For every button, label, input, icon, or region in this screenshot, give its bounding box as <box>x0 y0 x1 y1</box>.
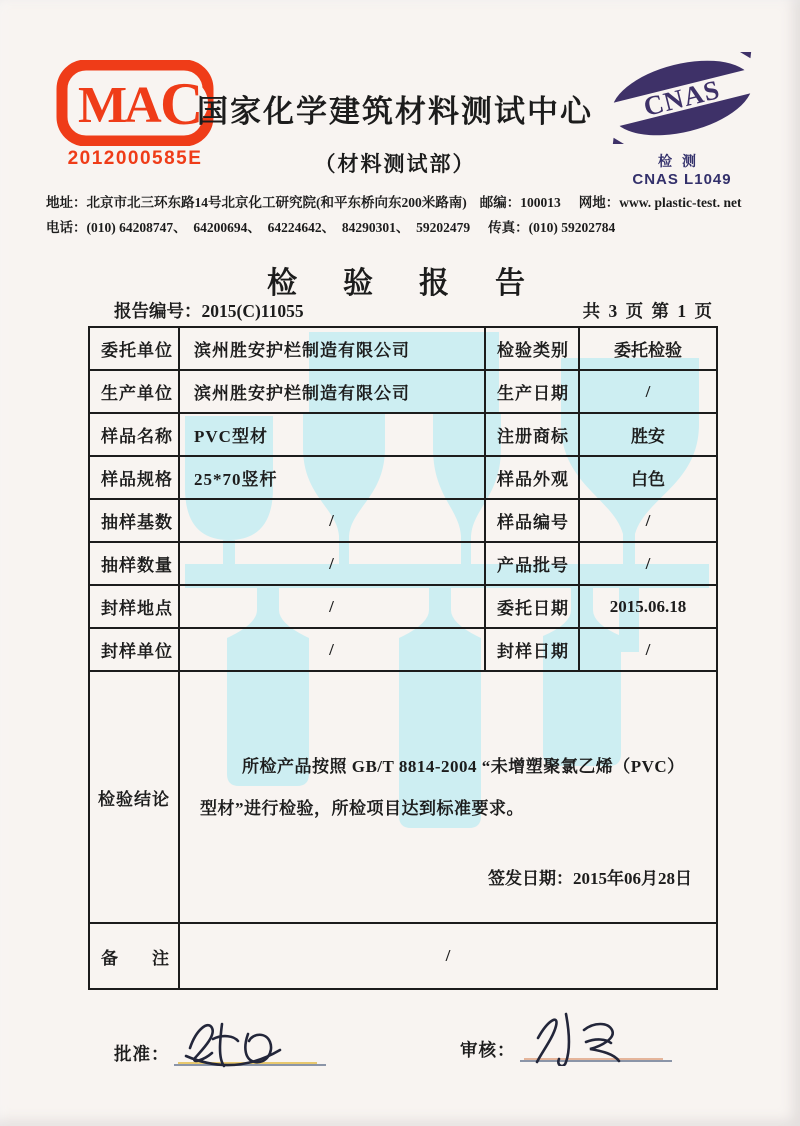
conclusion-cell <box>180 672 716 924</box>
conclusion-label: 检验结论 <box>90 672 180 924</box>
fax-value: (010) 59202784 <box>528 220 616 235</box>
table-value: / <box>580 543 716 586</box>
addr-label: 地址： <box>46 195 87 210</box>
issue-date-line <box>200 864 702 889</box>
contact-line-2 <box>46 215 758 240</box>
table-label: 注册商标 <box>486 414 580 457</box>
review-signature-area <box>520 1016 672 1068</box>
review-signature-group <box>460 1016 672 1068</box>
cnas-logo-text: CNAS <box>640 74 724 122</box>
table-value: 滨州胜安护栏制造有限公司 <box>180 328 486 371</box>
table-label: 产品批号 <box>486 543 580 586</box>
review-signature <box>526 1010 656 1066</box>
table-label: 委托单位 <box>90 328 180 371</box>
conclusion-text <box>200 746 702 830</box>
cnas-ellipse-icon <box>598 52 766 144</box>
org-title: 国家化学建筑材料测试中心 <box>197 94 593 129</box>
table-label: 封样日期 <box>486 629 580 672</box>
table-label: 生产日期 <box>486 371 580 414</box>
table-value: / <box>180 586 486 629</box>
table-value: 滨州胜安护栏制造有限公司 <box>180 371 486 414</box>
contact-block <box>46 190 758 240</box>
cma-letter-c: C <box>160 71 204 137</box>
report-number <box>88 298 304 323</box>
table-value: 胜安 <box>580 414 716 457</box>
web-value: www. plastic-test. net <box>619 195 742 210</box>
report-title: 检 验 报 告 <box>267 267 533 300</box>
cma-letters-ma: MA <box>78 77 159 134</box>
approve-signature-group <box>114 1020 326 1072</box>
issue-date-label: 签发日期： <box>488 869 573 888</box>
table-value: 白色 <box>580 457 716 500</box>
table-value: 委托检验 <box>580 328 716 371</box>
signature-row <box>88 1008 714 1088</box>
tel-label: 电话： <box>46 220 87 235</box>
table-value: 25*70竖杆 <box>180 457 486 500</box>
table-label: 封样地点 <box>90 586 180 629</box>
review-label: 审核： <box>460 1040 516 1060</box>
org-subtitle: （材料测试部） <box>314 152 476 176</box>
conclusion-line-1: 所检产品按照 GB/T 8814-2004 “未增塑聚氯乙烯（PVC） <box>242 757 685 776</box>
zip-value: 100013 <box>520 195 561 210</box>
approve-signature-area <box>174 1020 326 1072</box>
table-value: PVC型材 <box>180 414 486 457</box>
addr-value: 北京市北三环东路14号北京化工研究院(和平东桥向东200米路南) <box>86 195 467 210</box>
report-number-value: 2015(C)11055 <box>201 301 304 321</box>
cnas-category: 检测 <box>658 155 706 170</box>
report-table <box>88 326 718 990</box>
report-number-row <box>88 298 714 323</box>
zip-label: 邮编： <box>479 195 521 210</box>
table-label: 样品名称 <box>90 414 180 457</box>
table-label: 抽样基数 <box>90 500 180 543</box>
table-label: 生产单位 <box>90 371 180 414</box>
table-label: 样品外观 <box>486 457 580 500</box>
cnas-cert-number: CNAS L1049 <box>632 171 732 188</box>
table-value: / <box>580 371 716 414</box>
approve-signature <box>180 1014 310 1070</box>
report-number-label: 报告编号： <box>114 301 202 321</box>
table-label: 封样单位 <box>90 629 180 672</box>
remark-label: 备 注 <box>90 924 180 988</box>
page-count: 共 3 页 第 1 页 <box>582 301 714 321</box>
cnas-logo <box>598 52 766 188</box>
remark-value: / <box>445 946 451 965</box>
contact-line-1 <box>46 190 758 215</box>
table-value: / <box>180 543 486 586</box>
table-label: 委托日期 <box>486 586 580 629</box>
tel-value: (010) 64208747、 64200694、 64224642、 84290301、 59202479 <box>86 220 471 235</box>
web-label: 网地： <box>578 195 620 210</box>
cma-certificate-number: 2012000585E <box>67 148 203 169</box>
table-label: 样品规格 <box>90 457 180 500</box>
approve-label: 批准： <box>114 1044 170 1064</box>
table-label: 样品编号 <box>486 500 580 543</box>
table-label: 抽样数量 <box>90 543 180 586</box>
conclusion-line-2: 型材”进行检验，所检项目达到标准要求。 <box>200 799 524 818</box>
table-value: / <box>580 629 716 672</box>
fax-label: 传真： <box>488 220 529 235</box>
table-value: / <box>580 500 716 543</box>
issue-date-value: 2015年06月28日 <box>573 869 692 888</box>
table-value: 2015.06.18 <box>580 586 716 629</box>
table-value: / <box>180 500 486 543</box>
table-label: 检验类别 <box>486 328 580 371</box>
table-value: / <box>180 629 486 672</box>
